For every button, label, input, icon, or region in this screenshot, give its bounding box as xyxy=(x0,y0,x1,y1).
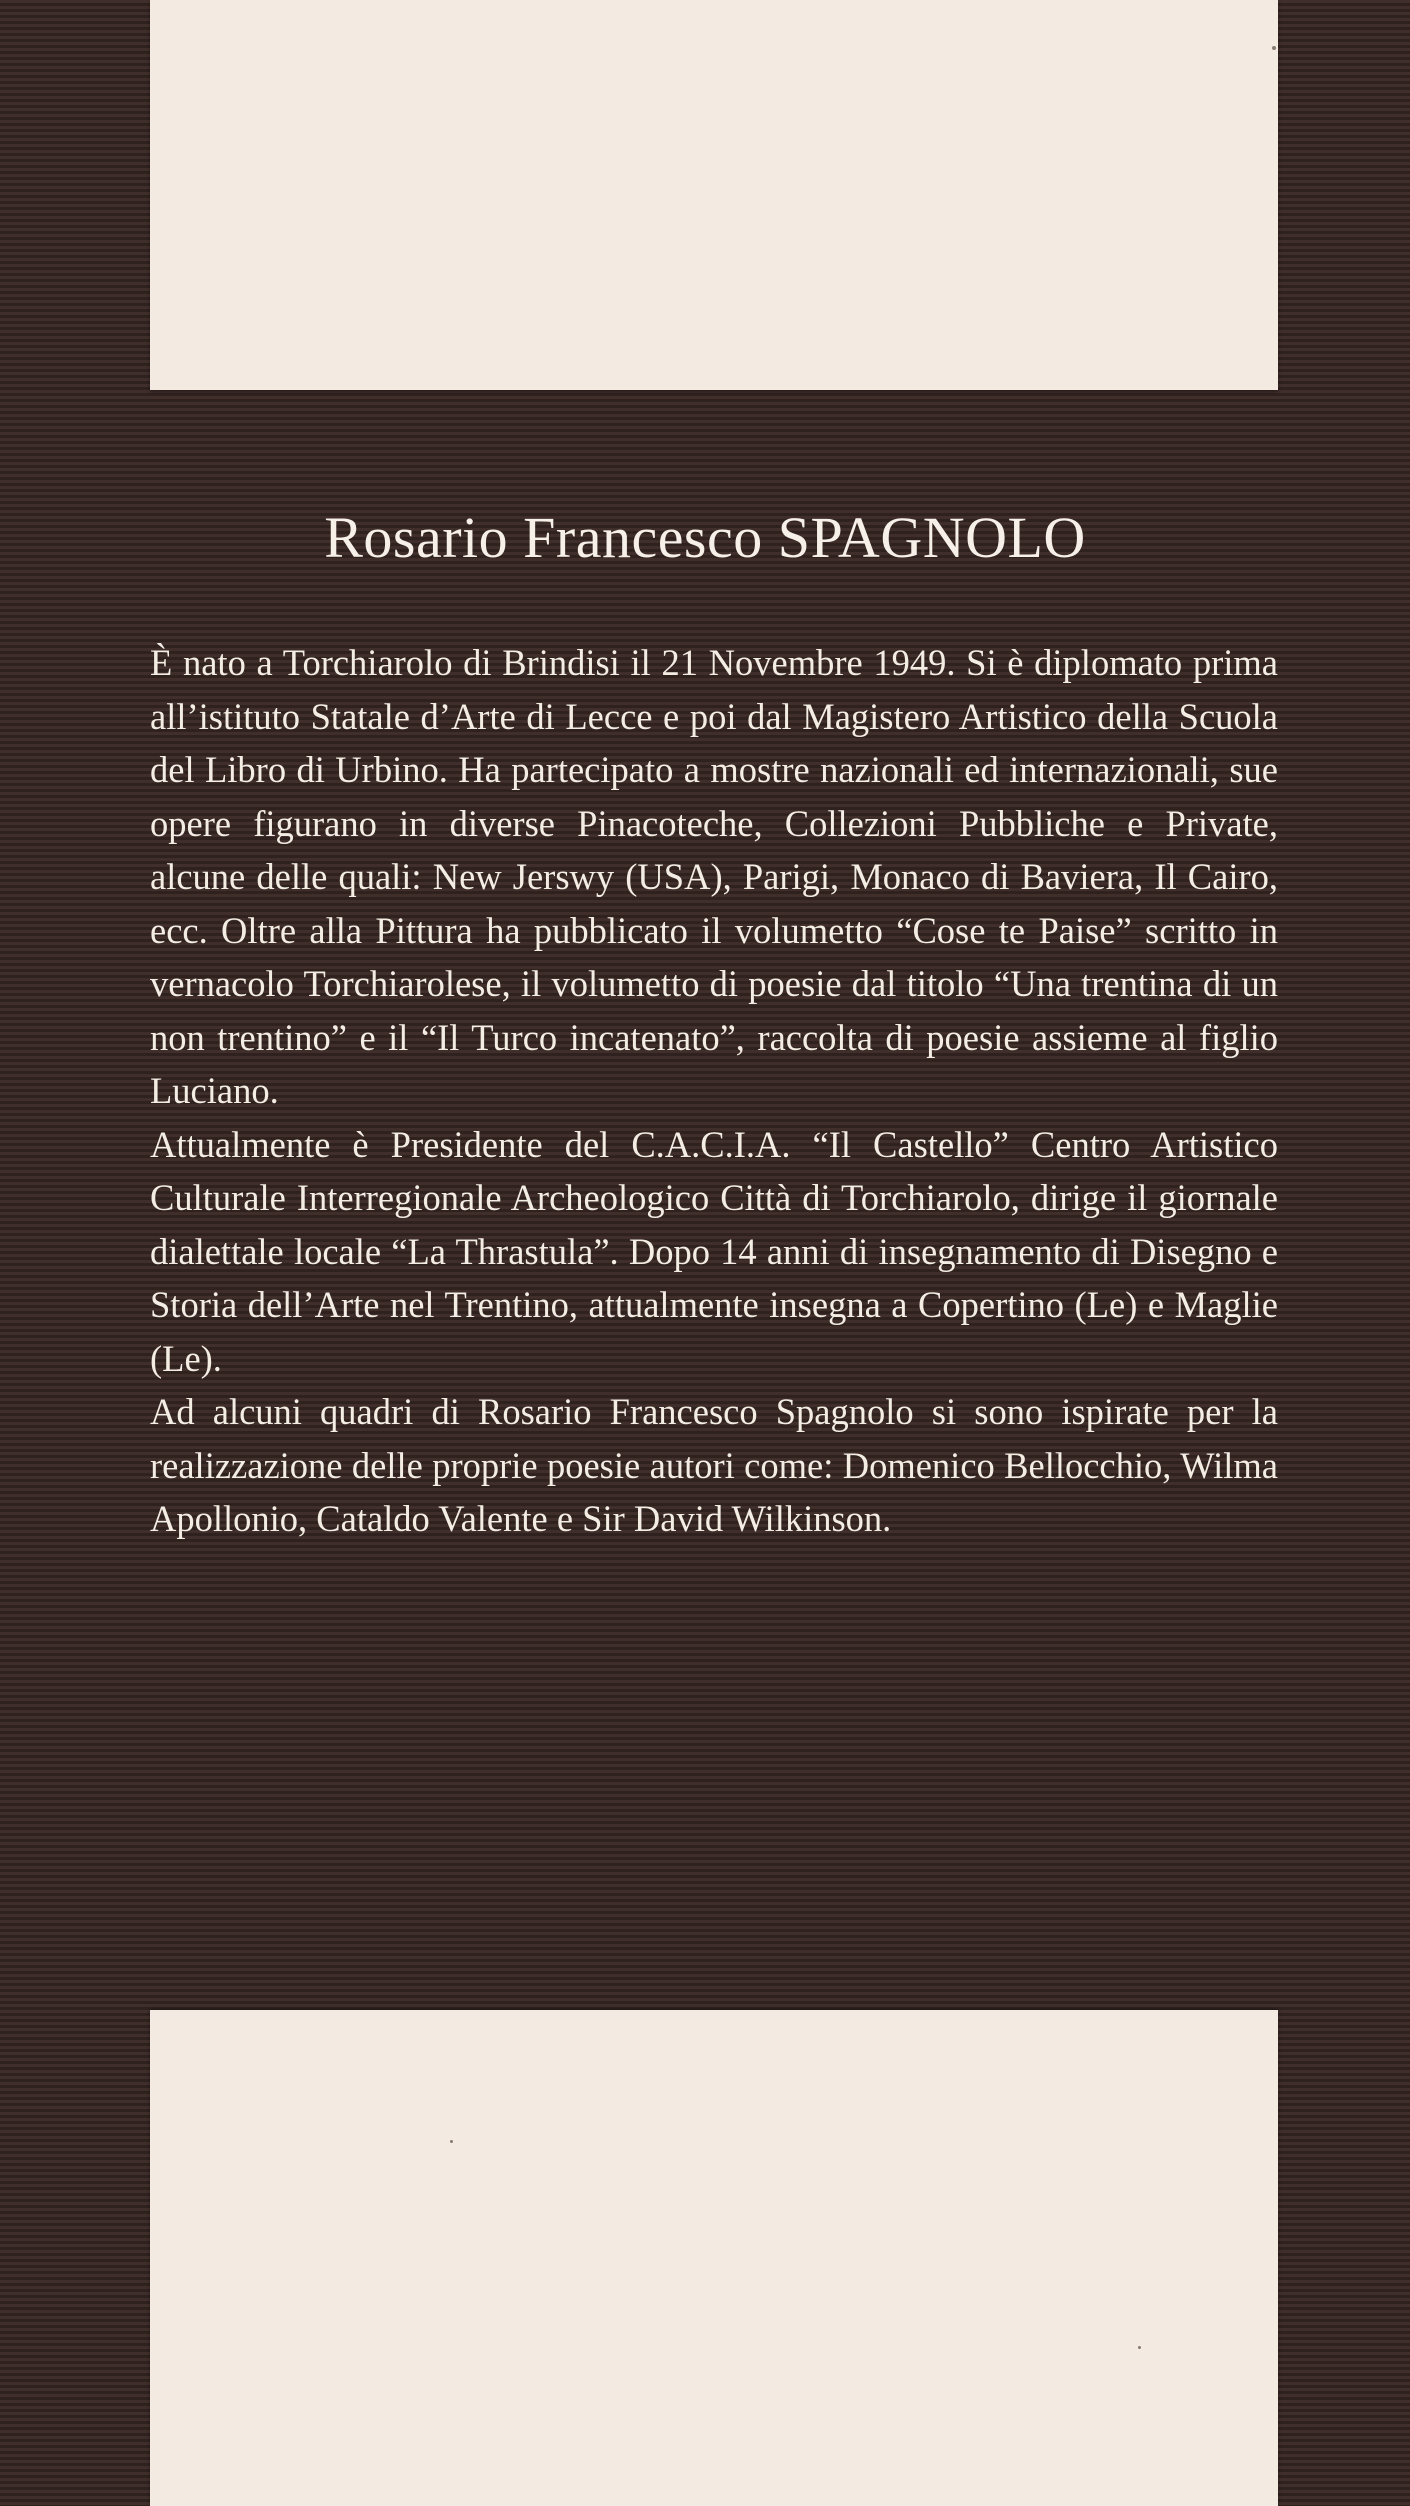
biography-text xyxy=(150,636,1278,1546)
top-cream-panel xyxy=(150,0,1278,390)
bio-paragraph-1: È nato a Torchiarolo di Brindisi il 21 Novembre 1949. Si è diplomato prima all’istituto Statale d’Arte di Lecce e poi dal Magistero Artistico della Scuola del Libro di Urbino. Ha partecipato a mostre nazionali ed internazionali, sue opere figurano in diverse Pinacoteche, Collezioni Pubbliche e Private, alcune delle quali: New Jerswy (USA), Parigi, Monaco di Baviera, Il Cairo, ecc. Oltre alla Pittura ha pubblicato il volumetto “Cose te Paise” scritto in vernacolo Torchiarolese, il volumetto di poesie dal titolo “Una trentina di un non trentino” e il “Il Turco incatenato”, raccolta di poesie assieme al figlio Luciano. xyxy=(150,642,1278,1111)
paper-speck xyxy=(450,2140,453,2143)
paper-speck xyxy=(1138,2346,1141,2349)
author-name-title: Rosario Francesco SPAGNOLO xyxy=(324,505,1086,570)
paper-speck xyxy=(1272,46,1276,50)
bio-paragraph-3: Ad alcuni quadri di Rosario Francesco Spagnolo si sono ispirate per la realizzazione delle proprie poesie autori come: Domenico Bellocchio, Wilma Apollonio, Cataldo Valente e Sir David Wilkinson. xyxy=(150,1391,1278,1539)
bottom-cream-panel xyxy=(150,2010,1278,2506)
bio-paragraph-2: Attualmente è Presidente del C.A.C.I.A. “Il Castello” Centro Artistico Culturale Interregionale Archeologico Città di Torchiarolo, dirige il giornale dialettale locale “La Thrastula”. Dopo 14 anni di insegnamento di Disegno e Storia dell’Arte nel Trentino, attualmente insegna a Copertino (Le) e Maglie (Le). xyxy=(150,1123,1278,1379)
